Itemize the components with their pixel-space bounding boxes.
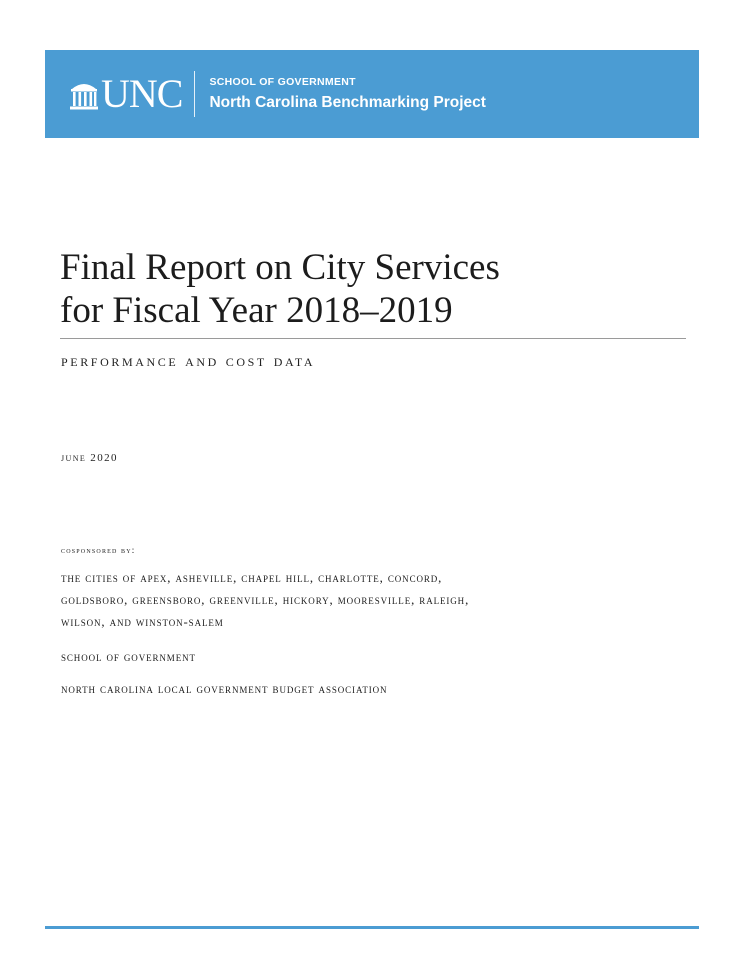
- banner-project-name: North Carolina Benchmarking Project: [209, 94, 486, 111]
- banner-kicker: SCHOOL OF GOVERNMENT: [209, 76, 356, 88]
- banner-divider: [194, 71, 195, 117]
- footer-rule: [45, 926, 699, 929]
- banner-text: [209, 76, 485, 112]
- sponsor-cities-line: the cities of apex, asheville, chapel hill, charlotte, concord,: [61, 571, 443, 585]
- sponsor-cities: [61, 567, 671, 633]
- report-date: june 2020: [61, 452, 118, 464]
- old-well-icon: [69, 77, 99, 111]
- cosponsored-label: cosponsored by:: [61, 545, 136, 555]
- sponsor-cities-line: wilson, and winston-salem: [61, 615, 224, 629]
- unc-logo: [69, 66, 182, 122]
- title-divider: [60, 338, 686, 339]
- logo-wordmark: UNC: [101, 71, 183, 116]
- header-banner: [45, 50, 699, 138]
- report-title-line-2: for Fiscal Year 2018–2019: [60, 290, 453, 331]
- sponsor-school: school of government: [61, 650, 196, 664]
- sponsor-cities-line: goldsboro, greensboro, greenville, hickory, mooresville, raleigh,: [61, 593, 470, 607]
- sponsor-association: north carolina local government budget association: [61, 682, 388, 696]
- report-title-line-1: Final Report on City Services: [60, 247, 500, 288]
- report-title: [60, 246, 700, 332]
- report-subtitle: performance and cost data: [61, 351, 316, 370]
